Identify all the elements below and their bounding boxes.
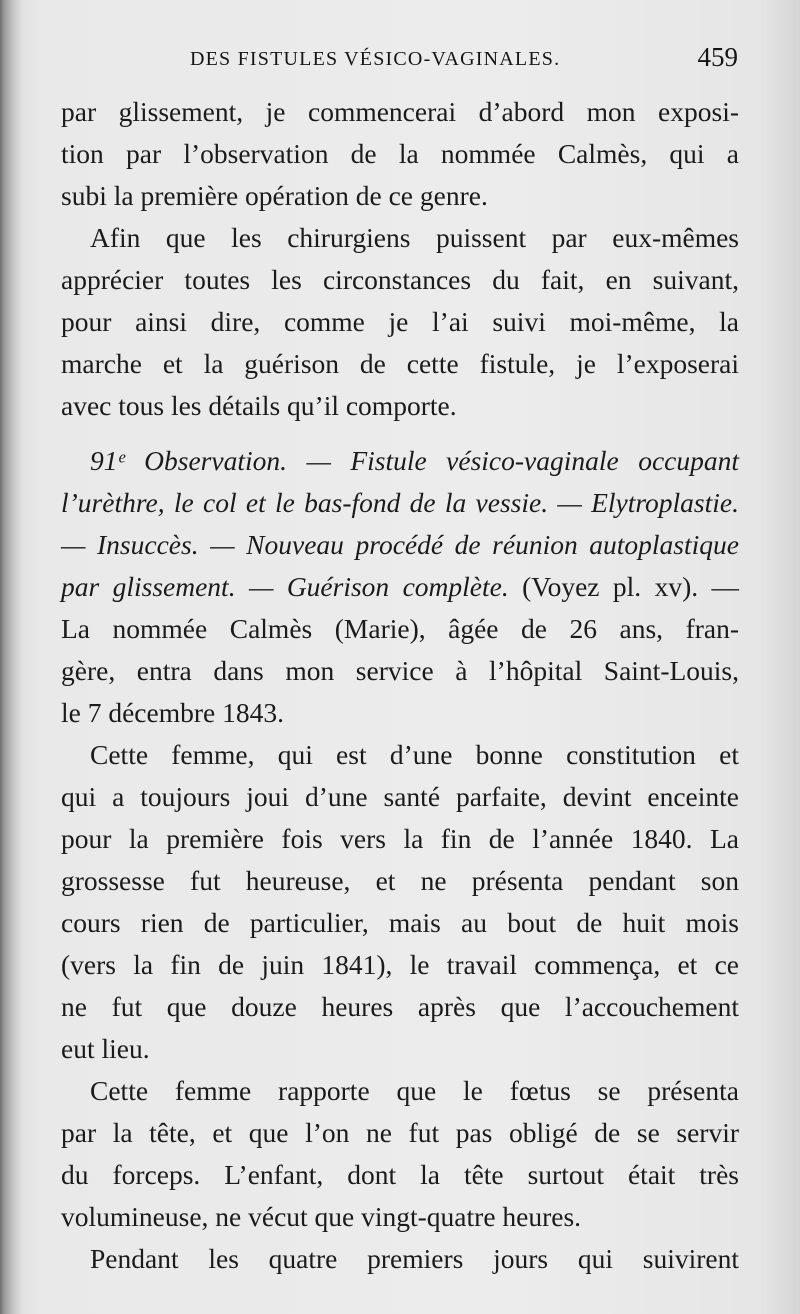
text-line: par la tête, et que l’on ne fut pas obligé de se servir [61,1117,739,1148]
text-line: pour la première fois vers la fin de l’année 1840. La [61,823,739,854]
heading-line: 91ᵉ Observation. — Fistule vésico-vaginale occupant [90,445,739,476]
text-line: volumineuse, ne vécut que vingt-quatre heures. [61,1201,582,1232]
text-line: qui a toujours joui d’une santé parfaite, devint enceinte [61,781,739,812]
text-line: (vers la fin de juin 1841), le travail commença, et ce [61,949,739,980]
observation-heading [61,440,739,608]
text-line: Cette femme rapporte que le fœtus se présenta [90,1075,739,1106]
text-line: Pendant les quatre premiers jours qui suivirent [90,1243,739,1274]
page-number: 459 [697,42,738,72]
text-line: Cette femme, qui est d’une bonne constitution et [90,739,739,770]
heading-line: l’urèthre, le col et le bas-fond de la vessie. — Elytroplastie. [61,487,739,518]
plate-reference: (Voyez pl. xv). — [508,571,739,602]
text-line: apprécier toutes les circonstances du fait, en suivant, [61,264,739,295]
section-gap [61,427,739,440]
text-line: gère, entra dans mon service à l’hôpital Saint-Louis, [61,655,739,686]
paragraph-5 [61,1070,739,1238]
paragraph-6 [61,1238,739,1280]
heading-italic-part: par glissement. — Guérison complète. [61,571,509,602]
text-line: cours rien de particulier, mais au bout de huit mois [61,907,739,938]
text-line: marche et la guérison de cette fistule, je l’exposerai [61,348,739,379]
body-text [61,91,739,1280]
text-line: subi la première opération de ce genre. [61,180,488,211]
text-line: par glissement, je commencerai d’abord mon exposi- [61,96,739,127]
text-line: Afin que les chirurgiens puissent par eux-mêmes [90,222,739,253]
text-line: le 7 décembre 1843. [61,697,284,728]
heading-line: — Insuccès. — Nouveau procédé de réunion autoplastique [61,529,739,560]
paragraph-3 [61,608,739,734]
text-line: ne fut que douze heures après que l’accouchement [61,991,739,1022]
text-line: grossesse fut heureuse, et ne présenta pendant son [61,865,739,896]
heading-line [61,566,739,608]
text-line: avec tous les détails qu’il comporte. [61,390,457,421]
page-header [190,42,738,76]
text-line: pour ainsi dire, comme je l’ai suivi moi-même, la [61,306,739,337]
text-line: eut lieu. [61,1033,150,1064]
text-line: La nommée Calmès (Marie), âgée de 26 ans, fran- [61,613,739,644]
paragraph-2 [61,217,739,427]
paragraph-1 [61,91,739,217]
paragraph-4 [61,734,739,1070]
text-line: tion par l’observation de la nommée Calmès, qui a [61,138,739,169]
running-title: DES FISTULES VÉSICO-VAGINALES. [190,48,561,70]
text-line: du forceps. L’enfant, dont la tête surtout était très [61,1159,739,1190]
